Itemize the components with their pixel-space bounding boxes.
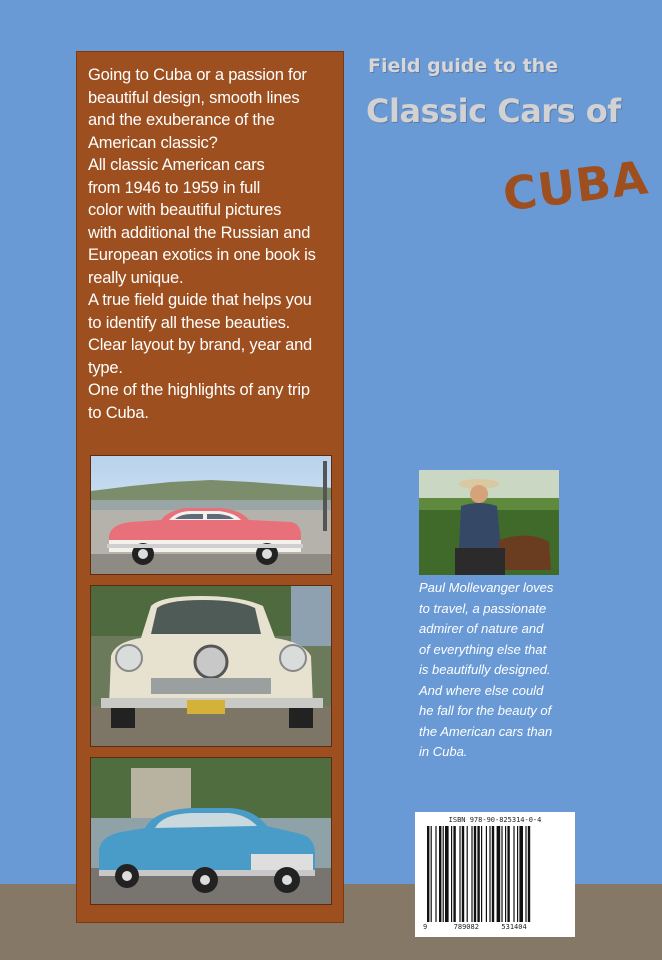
barcode-bars: [415, 812, 575, 937]
back-cover-blurb: [88, 64, 336, 424]
isbn-label: ISBN 978-90-825314-0-4: [448, 816, 542, 824]
car-photo-pink: [90, 455, 332, 575]
bio-line: Paul Mollevanger loves: [419, 580, 554, 595]
barcode-digit-first: 9: [423, 923, 428, 931]
blurb-line: to Cuba.: [88, 403, 149, 422]
barcode-bar: [481, 826, 482, 922]
barcode-bar: [439, 826, 441, 922]
barcode-bar: [492, 826, 494, 922]
barcode-bar: [517, 826, 518, 922]
barcode-bar: [471, 826, 472, 922]
car-photo-cream: [90, 585, 332, 747]
barcode-digits: [423, 923, 573, 931]
barcode-bar: [507, 826, 509, 922]
barcode-digits-last: 531404: [501, 923, 527, 931]
bio-line: to travel, a passionate: [419, 600, 547, 616]
barcode-bar: [431, 826, 432, 922]
blurb-line: really unique.: [88, 268, 184, 287]
blurb-line: Going to Cuba or a passion for: [88, 66, 307, 84]
blurb-line: Clear layout by brand, year and: [88, 336, 313, 354]
barcode-bar: [445, 826, 449, 922]
barcode-bar: [451, 826, 452, 922]
blurb-line: to identify all these beauties.: [88, 313, 291, 332]
barcode-bar: [474, 826, 476, 922]
bio-line: the American cars than: [419, 723, 553, 739]
barcode-bar: [443, 826, 444, 922]
blurb-line: All classic American cars: [88, 156, 265, 174]
blurb-line: and the exuberance of the: [88, 111, 275, 129]
barcode-bar: [453, 826, 455, 922]
barcode-bar: [497, 826, 501, 922]
barcode-bar: [528, 826, 530, 922]
barcode-bar: [525, 826, 526, 922]
barcode-bar: [489, 826, 490, 922]
title-cuba: CUBA: [500, 150, 652, 222]
barcode-bar: [501, 826, 502, 922]
barcode-bar: [486, 826, 487, 922]
author-photo: [419, 470, 559, 575]
blurb-line: One of the highlights of any trip: [88, 381, 310, 399]
blurb-line: type.: [88, 358, 123, 377]
blurb-line: color with beautiful pictures: [88, 201, 282, 219]
blurb-line: American classic?: [88, 133, 218, 152]
barcode-bar: [459, 826, 460, 922]
bio-line: of everything else that: [419, 641, 547, 657]
blurb-line: beautiful design, smooth lines: [88, 88, 300, 107]
barcode-bar: [435, 826, 436, 922]
barcode-bar: [519, 826, 523, 922]
car-photo-blue: [90, 757, 332, 905]
blurb-line: with additional the Russian and: [88, 223, 311, 242]
barcode-bar: [513, 826, 514, 922]
bio-line: he fall for the beauty of: [419, 703, 552, 718]
bio-line: is beautifully designed.: [419, 662, 551, 677]
barcode-bar: [505, 826, 506, 922]
barcode-bar: [467, 826, 468, 922]
barcode-digits-mid: 789082: [453, 923, 479, 931]
bio-line: in Cuba.: [419, 744, 468, 759]
title-line-1: Field guide to the: [368, 55, 559, 77]
bio-line: admirer of nature and: [419, 621, 544, 636]
title-line-2: Classic Cars of: [366, 92, 621, 130]
barcode-bar: [477, 826, 479, 922]
barcode-bar: [427, 826, 429, 922]
author-bio: [419, 578, 579, 763]
blurb-line: from 1946 to 1959 in full: [88, 178, 261, 197]
blurb-line: A true field guide that helps you: [88, 291, 312, 309]
bio-line: And where else could: [419, 682, 544, 698]
blurb-line: European exotics in one book is: [88, 246, 316, 264]
barcode-bar: [462, 826, 464, 922]
barcode: [415, 812, 575, 937]
